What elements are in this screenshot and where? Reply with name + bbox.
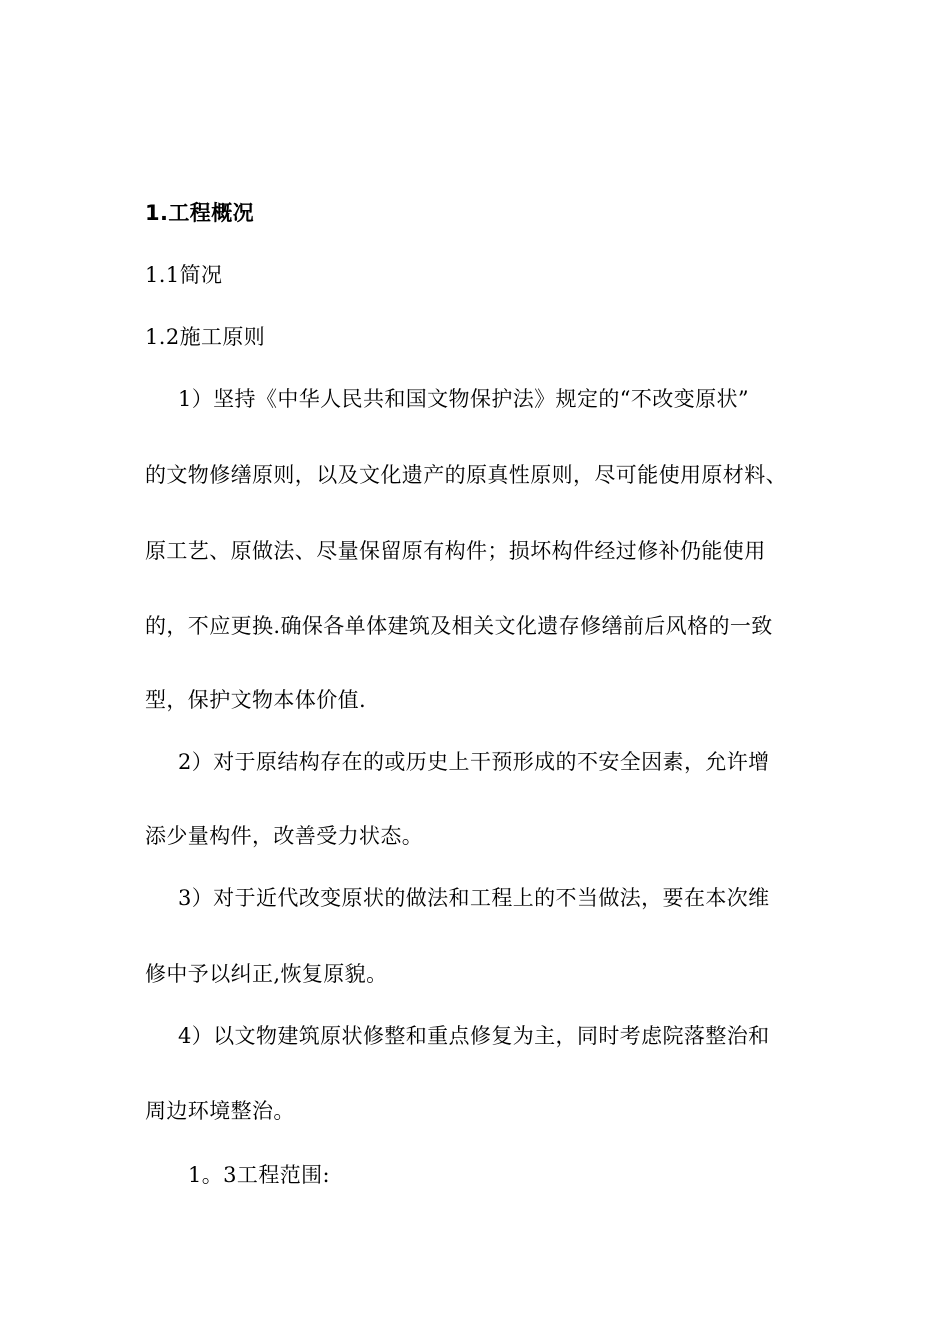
paragraph-1-line-5: 型，保护文物本体价值. [145,688,367,712]
paragraph-4-line-1: 4）以文物建筑原状修整和重点修复为主，同时考虑院落整治和 [178,1024,770,1048]
subsection-1-1: 1.1简况 [145,263,223,287]
paragraph-3-line-1: 3）对于近代改变原状的做法和工程上的不当做法，要在本次维 [178,886,770,910]
subsection-1-2: 1.2施工原则 [145,325,266,349]
paragraph-1-line-3: 原工艺、原做法、尽量保留原有构件；损坏构件经过修补仍能使用 [145,539,766,563]
subsection-1-3: 1。3工程范围: [188,1163,330,1187]
paragraph-3-line-2: 修中予以纠正,恢复原貌。 [145,962,388,986]
paragraph-2-line-2: 添少量构件，改善受力状态。 [145,824,424,848]
paragraph-1-line-4: 的，不应更换.确保各单体建筑及相关文化遗存修缮前后风格的一致 [145,614,773,638]
paragraph-2-line-1: 2）对于原结构存在的或历史上干预形成的不安全因素，允许增 [178,750,770,774]
paragraph-1-line-2: 的文物修缮原则，以及文化遗产的原真性原则，尽可能使用原材料、 [145,463,787,487]
paragraph-4-line-2: 周边环境整治。 [145,1099,295,1123]
paragraph-1-line-1: 1）坚持《中华人民共和国文物保护法》规定的“不改变原状” [178,387,750,411]
section-title: 1.工程概况 [145,201,254,225]
